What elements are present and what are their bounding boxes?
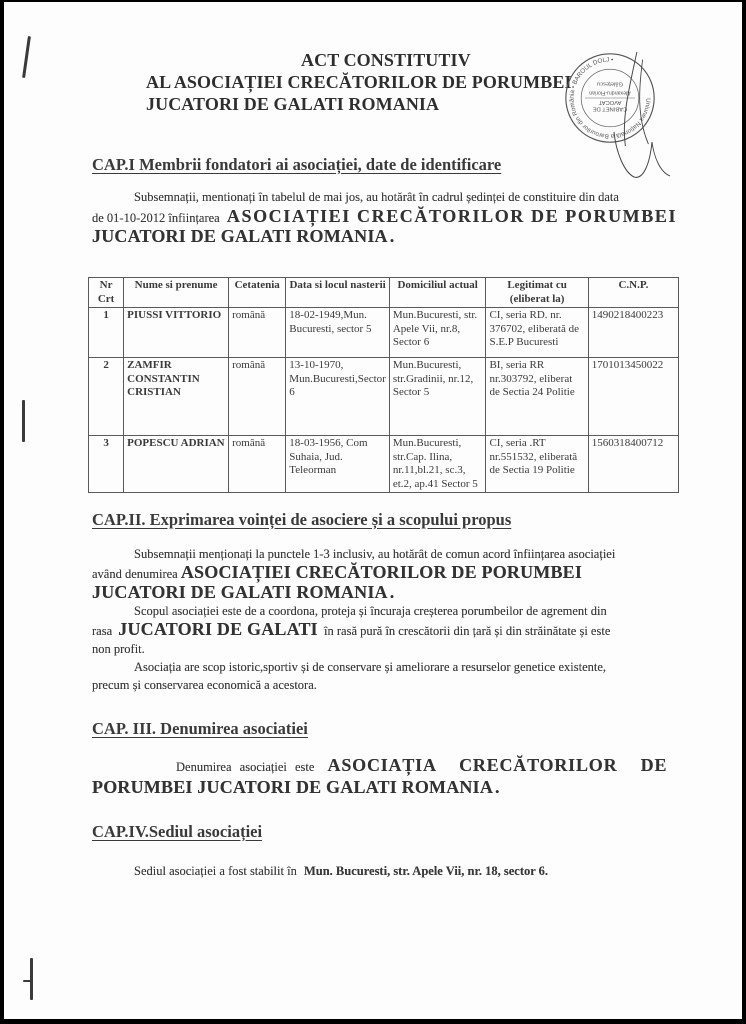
margin-mark-bottom xyxy=(30,958,33,1000)
cell-cnp: 1701013450022 xyxy=(588,358,678,436)
cap2-breed-name: JUCATORI DE GALATI xyxy=(118,619,318,639)
cap2-p2-line-1: Scopul asociației este de a coordona, proteja și încuraja creșterea porumbeilor de agrement din xyxy=(134,604,607,618)
header-birth: Data si locul nasterii xyxy=(286,278,390,308)
cell-address: Mun.Bucuresti, str.Cap. Ilina, nr.11,bl.21, sc.3, et.2, ap.41 Sector 5 xyxy=(389,436,486,493)
cap4-address: Mun. Bucuresti, str. Apele Vii, nr. 18, sector 6. xyxy=(303,864,549,878)
cell-citizenship: română xyxy=(229,358,286,436)
cap2-heading: CAP.II. Exprimarea voinței de asociere și a scopului propus xyxy=(92,510,512,529)
cap2-association-name-2: JUCATORI DE GALATI ROMANIA xyxy=(92,582,388,602)
cap1-line-1: Subsemnații, mentionați în tabelul de mai jos, au hotărât în cadrul ședinței de constituire din data xyxy=(134,190,619,204)
cap1-date-text: de 01-10-2012 înființarea xyxy=(92,211,220,225)
table-header-row xyxy=(89,278,679,308)
signature-scribble xyxy=(604,132,684,182)
cap2-p3-line-1: Asociația are scop istoric,sportiv și de conservare și ameliorare a resurselor genetice existente, xyxy=(134,660,607,674)
cap1-period: . xyxy=(389,226,395,246)
cell-id-doc: BI, seria RR nr.303792, eliberat de Sectia 24 Politie xyxy=(486,358,588,436)
header-cnp: C.N.P. xyxy=(588,278,678,308)
cell-citizenship: română xyxy=(229,308,286,358)
cap2-p3-line-2: precum și conservarea economică a acestora. xyxy=(92,678,317,692)
stamp-line-1: CABINET DE xyxy=(592,105,628,112)
cell-nr: 3 xyxy=(89,436,124,493)
stamp-line-3: Alexandru-Florian xyxy=(589,89,631,96)
cap4-heading: CAP.IV.Sediul asociației xyxy=(92,822,263,841)
cap3-line-1 xyxy=(92,756,682,776)
cap2-paragraph-3 xyxy=(92,658,682,694)
cap1-association-name-2: JUCATORI DE GALATI ROMANIA xyxy=(92,226,388,246)
cap1-paragraph xyxy=(92,188,682,247)
cap4-prefix: Sediul asociației a fost stabilit în xyxy=(134,864,297,878)
cell-citizenship: română xyxy=(229,436,286,493)
cap3-line-2 xyxy=(92,778,682,798)
cell-birth: 18-03-1956, Com Suhaia, Jud. Teleorman xyxy=(286,436,390,493)
cell-name: PIUSSI VITTORIO xyxy=(124,308,229,358)
table-row xyxy=(89,358,679,436)
stamp-outer-text: Uniunea Națională a Barourilor din România • BAROUL DOLJ • xyxy=(568,56,652,140)
cap2-p1-line-3 xyxy=(92,583,682,603)
header-address: Domiciliul actual xyxy=(389,278,486,308)
cell-name: POPESCU ADRIAN xyxy=(124,436,229,493)
cap1-line-3 xyxy=(92,227,682,247)
cap3-association-name-2: PORUMBEI JUCATORI DE GALATI ROMANIA xyxy=(92,777,494,797)
cap2-p1-line-1: Subsemnații menționați la punctele 1-3 inclusiv, au hotărât de comun acord înființarea asociației xyxy=(134,547,616,561)
cap3-heading: CAP. III. Denumirea asociatiei xyxy=(92,719,308,738)
cap2-p2-line-2 xyxy=(92,620,682,640)
cell-birth: 13-10-1970, Mun.Bucuresti,Sector 6 xyxy=(286,358,390,436)
founding-members-table xyxy=(88,277,679,493)
cap3-prefix: Denumirea asociației este xyxy=(176,760,315,774)
cap2-period: . xyxy=(389,582,395,602)
cell-nr: 1 xyxy=(89,308,124,358)
cap2-p2-line-3: non profit. xyxy=(92,642,145,656)
cap3-paragraph xyxy=(92,756,682,798)
header-citizenship: Cetatenia xyxy=(229,278,286,308)
stamp-line-4: Gălețescu xyxy=(597,80,623,87)
stamp-line-2: AVOCAT xyxy=(598,98,622,105)
title-line-1: ACT CONSTITUTIV xyxy=(301,50,471,70)
cap1-association-name-1: ASOCIAȚIEI CRECĂTORILOR DE PORUMBEI xyxy=(226,206,678,226)
cap2-paragraph-2 xyxy=(92,602,682,658)
cap3-period: . xyxy=(495,777,500,797)
document-page xyxy=(4,2,742,1019)
cell-cnp: 1490218400223 xyxy=(588,308,678,358)
cell-nr: 2 xyxy=(89,358,124,436)
cell-birth: 18-02-1949,Mun. Bucuresti, sector 5 xyxy=(286,308,390,358)
cap4-paragraph xyxy=(92,862,682,880)
margin-mark-top xyxy=(22,36,31,78)
title-line-3: JUCATORI DE GALATI ROMANIA xyxy=(146,94,440,114)
cell-address: Mun.Bucuresti, str. Apele Vii, nr.8, Sector 6 xyxy=(389,308,486,358)
cell-address: Mun.Bucuresti, str.Gradinii, nr.12, Sector 5 xyxy=(389,358,486,436)
header-id-doc: Legitimat cu (eliberat la) xyxy=(486,278,588,308)
cell-id-doc: CI, seria RD. nr. 376702, eliberată de S.E.P Bucuresti xyxy=(486,308,588,358)
cap2-association-name-1: ASOCIAȚIEI CRECĂTORILOR DE PORUMBEI xyxy=(180,562,583,582)
margin-mark-tick xyxy=(23,980,31,982)
cell-id-doc: CI, seria .RT nr.551532, eliberată de Sectia 19 Politie xyxy=(486,436,588,493)
cap3-association-name-1: ASOCIAȚIA CRECĂTORILOR DE xyxy=(327,755,668,775)
table-row xyxy=(89,308,679,358)
cap2-p2-prefix: rasa xyxy=(92,624,113,638)
margin-mark-middle xyxy=(22,400,25,442)
cap2-p1-line-2 xyxy=(92,563,682,583)
cell-name: ZAMFIR CONSTANTIN CRISTIAN xyxy=(124,358,229,436)
cell-cnp: 1560318400712 xyxy=(588,436,678,493)
cap2-paragraph-1 xyxy=(92,545,682,603)
header-nr: Nr Crt xyxy=(89,278,124,308)
cap2-p1-prefix: având denumirea xyxy=(92,567,178,581)
cap2-p2-suffix: în rasă pură în crescătorii din țară și din străinătate și este xyxy=(324,624,611,638)
cap4-line xyxy=(92,862,682,880)
header-name: Nume si prenume xyxy=(124,278,229,308)
cap1-heading: CAP.I Membrii fondatori ai asociației, date de identificare xyxy=(92,155,502,174)
table-row xyxy=(89,436,679,493)
title-line-2: AL ASOCIAȚIEI CRECĂTORILOR DE PORUMBEI xyxy=(146,72,572,92)
cap1-line-2 xyxy=(92,207,682,227)
